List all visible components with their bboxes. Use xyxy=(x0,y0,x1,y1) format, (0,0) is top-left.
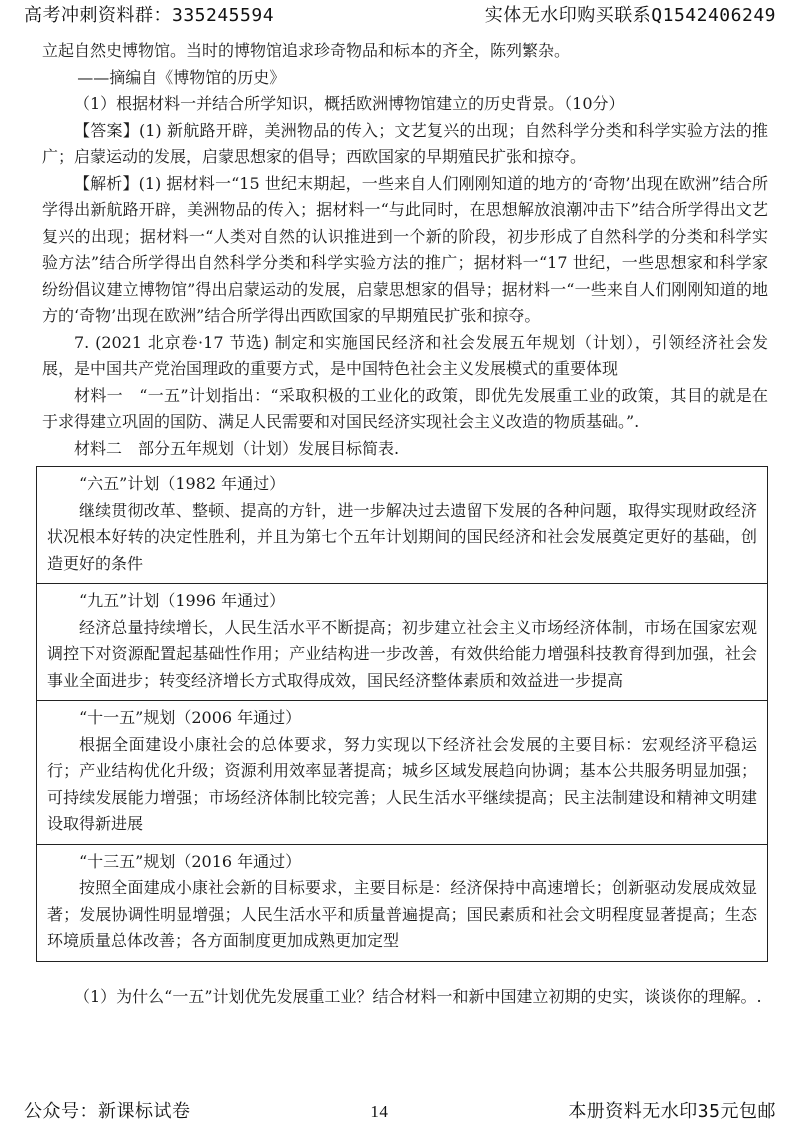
page-number: 14 xyxy=(370,1102,389,1121)
table-row xyxy=(37,584,767,701)
header-right-text: 实体无水印购买联系Q1542406249 xyxy=(484,5,776,26)
answer-block: 【答案】(1) 新航路开辟，美洲物品的传入；文艺复兴的出现；自然科学分类和科学实验方法的推广；启蒙运动的发展，启蒙思想家的倡导；西欧国家的早期殖民扩张和掠夺。 xyxy=(42,120,768,166)
footer-right-text: 本册资料无水印35元包邮 xyxy=(568,1101,776,1122)
table-row xyxy=(37,845,767,961)
material-2-title: 材料二 部分五年规划（计划）发展目标简表. xyxy=(74,438,400,458)
question-7-stem: 7. (2021 北京卷·17 节选) 制定和实施国民经济和社会发展五年规划（计划），引领经济社会发展，是中国共产党治国理政的重要方式，是中国特色社会主义发展模式的重要体现 xyxy=(42,332,768,378)
table-row-text: 经济总量持续增长，人民生活水平不断提高；初步建立社会主义市场经济体制，市场在国家宏观调控下对资源配置起基础性作用；产业结构进一步改善，有效供给能力增强科技教育得到加强，社会事业全面进步；转变经济增长方式取得成效，国民经济整体素质和效益进一步提高 xyxy=(47,617,757,690)
page-header xyxy=(24,4,776,28)
table-row-text: 继续贯彻改革、整顿、提高的方针，进一步解决过去遗留下发展的各种问题，取得实现财政经济状况根本好转的决定性胜利，并且为第七个五年计划期间的国民经济和社会发展奠定更好的基础，创造更好的条件 xyxy=(47,500,757,573)
table-row xyxy=(37,467,767,584)
table-row-title: “六五”计划（1982 年通过） xyxy=(79,474,286,493)
material-1: 材料一 “一五”计划指出：“采取积极的工业化的政策，即优先发展重工业的政策，其目的就是在于求得建立巩固的国防、满足人民需要和对国民经济实现社会主义改造的物质基础。”. xyxy=(42,385,768,431)
table-row-title: “十三五”规划（2016 年通过） xyxy=(79,851,302,871)
five-year-plan-table xyxy=(36,466,768,962)
question-7-part-1: （1）为什么“一五”计划优先发展重工业？结合材料一和新中国建立初期的史实，谈谈你的理解。. xyxy=(74,986,762,1006)
question-6-part-1: （1）根据材料一并结合所学知识，概括欧洲博物馆建立的历史背景。（10分） xyxy=(74,94,625,113)
table-row-text: 根据全面建设小康社会的总体要求，努力实现以下经济社会发展的主要目标：宏观经济平稳运行；产业结构优化升级；资源利用效率显著提高；城乡区域发展趋向协调；基本公共服务明显加强；可持续发展能力增强；市场经济体制比较完善；人民生活水平继续提高；民主法制建设和精神文明建设取得新进展 xyxy=(47,734,757,833)
table-row-text: 按照全面建成小康社会新的目标要求，主要目标是：经济保持中高速增长；创新驱动发展成效显著；发展协调性明显增强；人民生活水平和质量普遍提高；国民素质和社会文明程度显著提高；生态环境质量总体改善；各方面制度更加成熟更加定型 xyxy=(47,878,757,950)
table-row xyxy=(37,701,767,845)
header-left-text: 高考冲刺资料群：335245594 xyxy=(24,5,275,26)
analysis-block: 【解析】(1) 据材料一“15 世纪末期起，一些来自人们刚刚知道的地方的‘奇物’出现在欧洲”结合所学得出新航路开辟，美洲物品的传入；据材料一“与此同时，在思想解放浪潮冲击下”结合所学得出文艺复兴的出现；据材料一“人类对自然的认识推进到一个新的阶段，初步形成了自然科学的分类和科学实验方法”结合所学得出自然科学分类和科学实验方法的推广；据材料一“17 世纪，一些思想家和科学家纷纷倡议建立博物馆”得出启蒙运动的发展，启蒙思想家的倡导；据材料一“一些来自人们刚刚知道的地方的‘奇物’出现在欧洲”结合所学得出西欧国家的早期殖民扩张和掠夺。 xyxy=(42,173,768,325)
table-row-title: “十一五”规划（2006 年通过） xyxy=(79,708,302,727)
footer-left-text: 公众号：新课标试卷 xyxy=(24,1101,191,1122)
table-row-title: “九五”计划（1996 年通过） xyxy=(79,591,286,610)
intro-line: 立起自然史博物馆。当时的博物馆追求珍奇物品和标本的齐全，陈列繁杂。 xyxy=(42,41,571,60)
page-footer xyxy=(24,1100,776,1124)
citation: ——摘编自《博物馆的历史》 xyxy=(77,67,286,87)
page-content xyxy=(42,38,768,1010)
